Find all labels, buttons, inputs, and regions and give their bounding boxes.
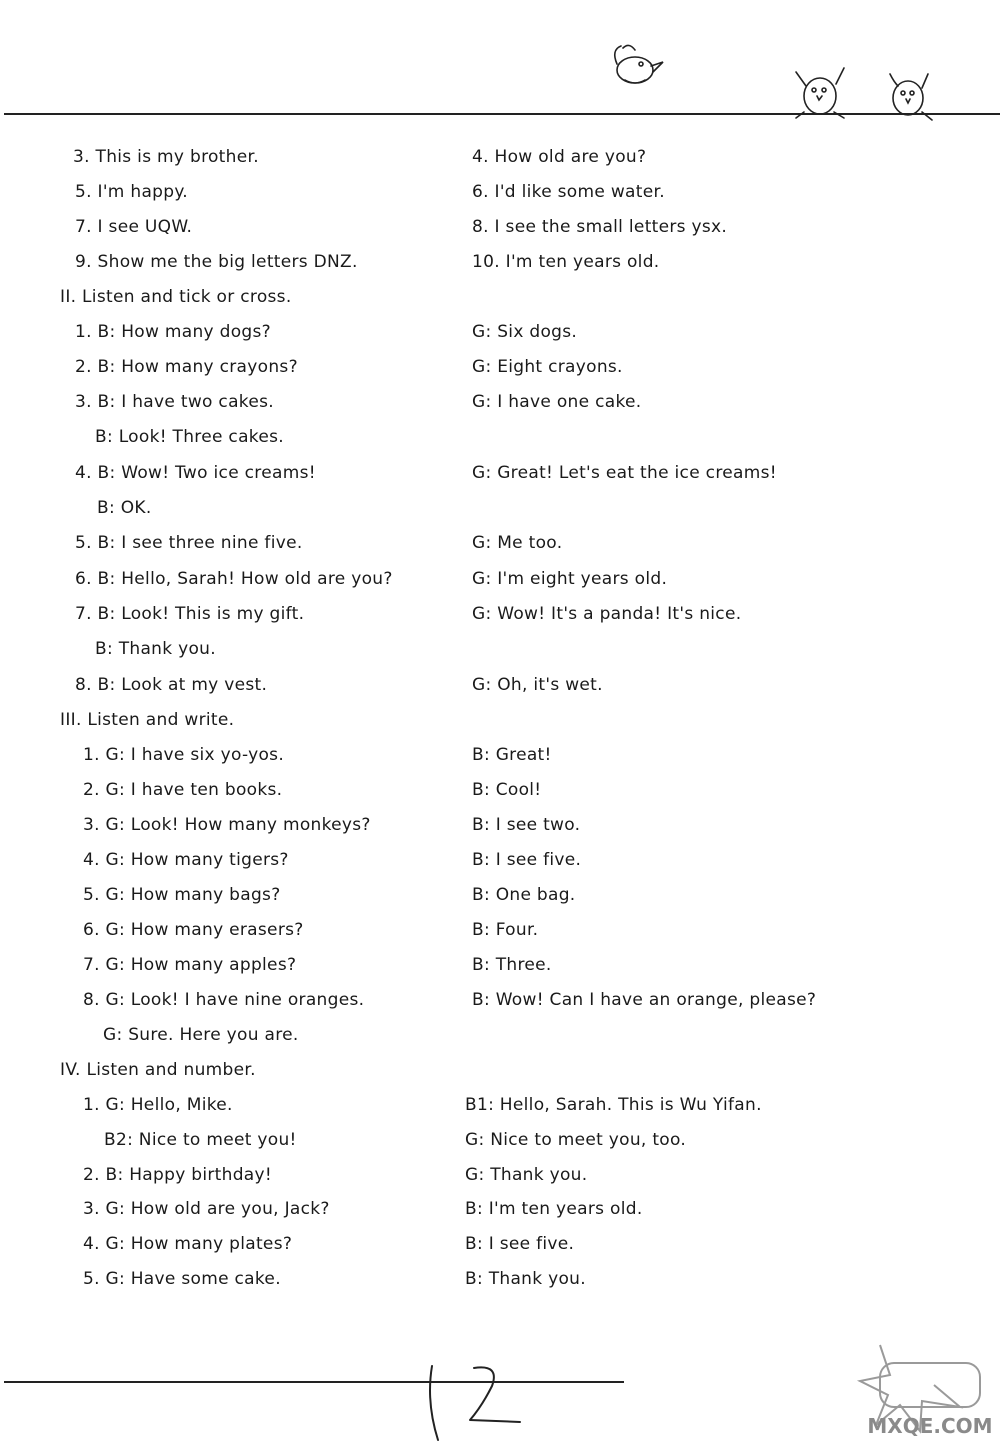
- line-right: G: Nice to meet you, too.: [465, 1130, 687, 1150]
- line-right: B: Three.: [472, 955, 552, 975]
- page-number: [420, 1362, 530, 1442]
- line-right: B: Thank you.: [465, 1269, 586, 1289]
- line-left: 3. B: I have two cakes.: [75, 392, 274, 412]
- line-right: 6. I'd like some water.: [472, 182, 665, 202]
- line-right: G: Wow! It's a panda! It's nice.: [472, 604, 742, 624]
- line-left: 7. I see UQW.: [75, 217, 193, 237]
- line-left: 5. G: Have some cake.: [83, 1269, 281, 1289]
- line-left: 2. B: How many crayons?: [75, 357, 298, 377]
- line-left: 8. B: Look at my vest.: [75, 675, 268, 695]
- line-right: 4. How old are you?: [472, 147, 647, 167]
- line-left: B: Thank you.: [95, 639, 216, 659]
- line-left: 4. G: How many tigers?: [83, 850, 289, 870]
- bird-icon: [605, 42, 669, 92]
- line-left: IV. Listen and number.: [60, 1060, 256, 1080]
- line-right: G: I have one cake.: [472, 392, 642, 412]
- line-right: 8. I see the small letters ysx.: [472, 217, 728, 237]
- line-left: 9. Show me the big letters DNZ.: [75, 252, 358, 272]
- line-right: G: Me too.: [472, 533, 563, 553]
- line-left: B2: Nice to meet you!: [104, 1130, 297, 1150]
- line-left: 6. B: Hello, Sarah! How old are you?: [75, 569, 393, 589]
- line-left: II. Listen and tick or cross.: [60, 287, 292, 307]
- line-left: B: Look! Three cakes.: [95, 427, 284, 447]
- line-left: 4. G: How many plates?: [83, 1234, 293, 1254]
- line-right: B: I see two.: [472, 815, 581, 835]
- line-left: 3. This is my brother.: [73, 147, 259, 167]
- line-right: B: I see five.: [465, 1234, 575, 1254]
- line-left: 2. G: I have ten books.: [83, 780, 283, 800]
- line-left: 7. B: Look! This is my gift.: [75, 604, 305, 624]
- line-right: B: One bag.: [472, 885, 576, 905]
- line-right: G: Thank you.: [465, 1165, 588, 1185]
- line-left: 3. G: How old are you, Jack?: [83, 1199, 330, 1219]
- watermark-logo: [850, 1335, 1000, 1445]
- line-left: 5. I'm happy.: [75, 182, 188, 202]
- line-right: B1: Hello, Sarah. This is Wu Yifan.: [465, 1095, 762, 1115]
- line-left: 8. G: Look! I have nine oranges.: [83, 990, 365, 1010]
- footer-rule: [4, 1381, 624, 1383]
- line-right: B: I see five.: [472, 850, 582, 870]
- line-left: 6. G: How many erasers?: [83, 920, 304, 940]
- line-left: 1. B: How many dogs?: [75, 322, 271, 342]
- line-left: 1. G: I have six yo-yos.: [83, 745, 285, 765]
- line-right: B: Four.: [472, 920, 539, 940]
- line-left: 4. B: Wow! Two ice creams!: [75, 463, 316, 483]
- line-right: B: I'm ten years old.: [465, 1199, 643, 1219]
- line-right: G: Great! Let's eat the ice creams!: [472, 463, 777, 483]
- line-left: 1. G: Hello, Mike.: [83, 1095, 233, 1115]
- line-right: B: Great!: [472, 745, 552, 765]
- line-left: 5. B: I see three nine five.: [75, 533, 303, 553]
- line-right: G: Eight crayons.: [472, 357, 623, 377]
- line-left: 3. G: Look! How many monkeys?: [83, 815, 371, 835]
- bird-icon: [790, 62, 852, 124]
- line-left: B: OK.: [97, 498, 152, 518]
- line-left: 2. B: Happy birthday!: [83, 1165, 272, 1185]
- line-right: G: Six dogs.: [472, 322, 578, 342]
- bird-icon: [882, 66, 936, 124]
- line-right: B: Cool!: [472, 780, 542, 800]
- line-right: B: Wow! Can I have an orange, please?: [472, 990, 817, 1010]
- line-right: G: Oh, it's wet.: [472, 675, 603, 695]
- line-left: III. Listen and write.: [60, 710, 235, 730]
- svg-text:MXQE.COM: MXQE.COM: [867, 1414, 993, 1438]
- line-left: 5. G: How many bags?: [83, 885, 281, 905]
- line-left: G: Sure. Here you are.: [103, 1025, 299, 1045]
- line-left: 7. G: How many apples?: [83, 955, 297, 975]
- line-right: 10. I'm ten years old.: [472, 252, 660, 272]
- line-right: G: I'm eight years old.: [472, 569, 668, 589]
